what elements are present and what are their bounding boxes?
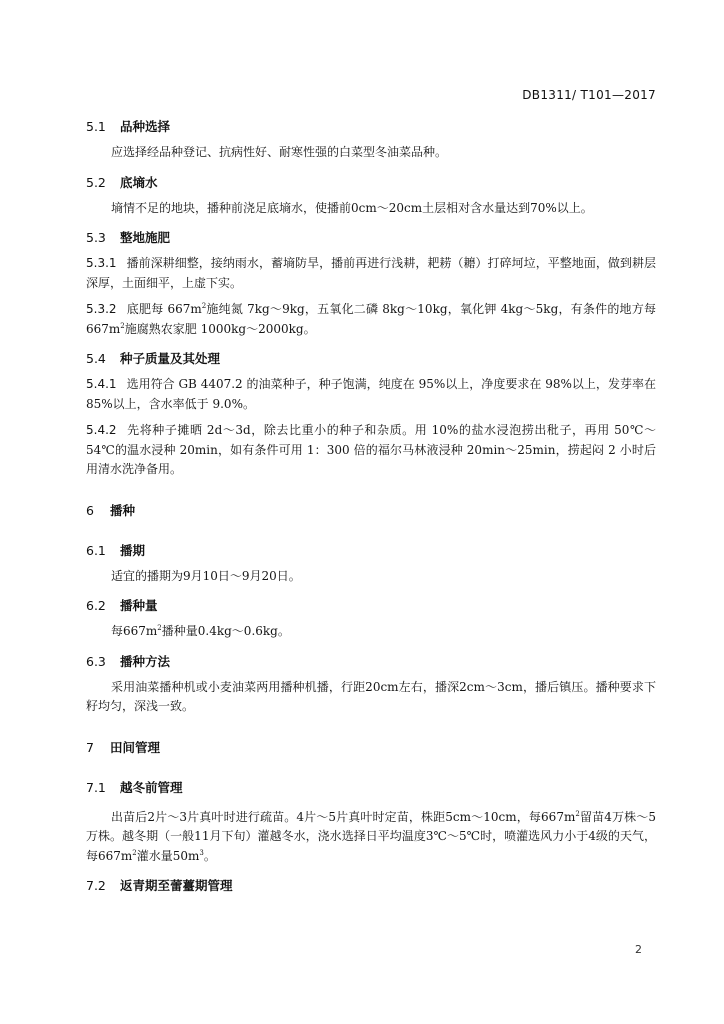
heading-number: 6.1 bbox=[86, 542, 106, 558]
heading-number: 5.3 bbox=[86, 230, 106, 245]
paragraph-text: 灌水量50m bbox=[136, 848, 200, 863]
paragraph-6-1: 适宜的播期为9月10日～9月20日。 bbox=[111, 568, 301, 583]
paragraph-text: 留苗4万株～5万株。越冬期（一般11月下旬）灌越冬水，浇水选择日平均温度3℃～5℃时，喷灌选风力小于4级的天气，每667m bbox=[86, 809, 656, 863]
heading-title: 播种 bbox=[110, 502, 136, 518]
heading-title: 品种选择 bbox=[120, 119, 171, 134]
paragraph-text: 出苗后2片～3片真叶时进行疏苗。4片～5片真叶时定苗，株距5cm～10cm，每667m bbox=[111, 809, 576, 824]
heading-number: 7.1 bbox=[86, 779, 106, 795]
heading-title: 田间管理 bbox=[110, 739, 161, 755]
heading-number: 6.3 bbox=[86, 653, 106, 669]
superscript: 2 bbox=[157, 624, 162, 632]
paragraph-5-4-2 bbox=[86, 421, 656, 480]
paragraph-5-3-1 bbox=[86, 254, 656, 293]
heading-7-1 bbox=[86, 779, 656, 797]
clause-number: 5.3.2 bbox=[86, 302, 117, 316]
heading-7-2 bbox=[86, 877, 656, 895]
heading-5-2 bbox=[86, 174, 656, 192]
heading-title: 播期 bbox=[120, 542, 146, 558]
paragraph-text: 每667m bbox=[111, 624, 158, 638]
clause-text: 先将种子摊晒 2d～3d，除去比重小的种子和杂质。用 10%的盐水浸泡捞出秕子，再用 50℃～54℃的温水浸种 20min，如有条件可用 1：300 倍的福尔马林液浸种 20min～25min，捞起闷 2 小时后用清水洗净备用。 bbox=[86, 423, 656, 476]
heading-number: 5.1 bbox=[86, 119, 106, 134]
clause-number: 5.4.2 bbox=[86, 423, 117, 437]
heading-title: 种子质量及其处理 bbox=[120, 351, 221, 366]
superscript: 2 bbox=[201, 302, 207, 310]
heading-number: 6.2 bbox=[86, 598, 106, 613]
heading-6-1 bbox=[86, 542, 656, 560]
heading-6-2 bbox=[86, 597, 656, 615]
heading-6-3 bbox=[86, 653, 656, 671]
paragraph-text: 。 bbox=[203, 848, 216, 863]
heading-number: 6 bbox=[86, 502, 94, 518]
paragraph-6-2 bbox=[86, 622, 656, 642]
superscript: 2 bbox=[575, 809, 580, 818]
heading-title: 返青期至蕾薹期管理 bbox=[120, 878, 233, 893]
heading-title: 整地施肥 bbox=[120, 230, 171, 245]
paragraph-5-2: 墒情不足的地块，播种前浇足底墒水，使播前0cm～20cm土层相对含水量达到70%以上。 bbox=[111, 200, 593, 215]
paragraph-5-1: 应选择经品种登记、抗病性好、耐寒性强的白菜型冬油菜品种。 bbox=[111, 145, 448, 159]
heading-title: 播种方法 bbox=[120, 653, 171, 669]
heading-5-3 bbox=[86, 229, 656, 247]
paragraph-6-3: 采用油菜播种机或小麦油菜两用播种机播，行距20cm左右，播深2cm～3cm，播后镇压。播种要求下籽均匀，深浅一致。 bbox=[86, 679, 656, 713]
page-number: 2 bbox=[635, 943, 642, 956]
heading-7 bbox=[86, 739, 656, 757]
superscript: 3 bbox=[199, 848, 204, 857]
document-body bbox=[86, 118, 656, 895]
heading-title: 播种量 bbox=[120, 598, 158, 613]
clause-text: 选用符合 GB 4407.2 的油菜种子，种子饱满，纯度在 95%以上，净度要求在 98%以上，发芽率在 85%以上，含水率低于 9.0%。 bbox=[86, 377, 656, 411]
heading-title: 越冬前管理 bbox=[120, 779, 183, 795]
clause-number: 5.4.1 bbox=[86, 377, 117, 391]
document-code: DB1311/ T101—2017 bbox=[522, 88, 656, 102]
heading-number: 7.2 bbox=[86, 878, 106, 893]
clause-number: 5.3.1 bbox=[86, 256, 117, 270]
heading-number: 7 bbox=[86, 739, 94, 755]
clause-text: 播前深耕细整，接纳雨水，蓄墒防旱，播前再进行浅耕，耙耢（耱）打碎坷垃，平整地面，做到耕层深厚，土面细平，上虚下实。 bbox=[86, 256, 656, 290]
heading-5-1 bbox=[86, 118, 656, 136]
superscript: 2 bbox=[132, 848, 137, 857]
paragraph-7-1 bbox=[86, 808, 656, 867]
heading-5-4 bbox=[86, 350, 656, 368]
heading-6 bbox=[86, 502, 656, 520]
paragraph-text: 播种量0.4kg～0.6kg。 bbox=[161, 624, 290, 638]
heading-number: 5.4 bbox=[86, 351, 106, 366]
clause-text: 施纯氮 7kg～9kg，五氧化二磷 8kg～10kg，氧化钾 4kg～5kg，有条件的地方每 667m bbox=[86, 302, 656, 336]
heading-title: 底墒水 bbox=[120, 174, 158, 190]
paragraph-5-4-1 bbox=[86, 375, 656, 414]
paragraph-5-3-2 bbox=[86, 300, 656, 339]
clause-text: 施腐熟农家肥 1000kg～2000kg。 bbox=[124, 321, 316, 336]
clause-text: 底肥每 667m bbox=[126, 302, 202, 316]
superscript: 2 bbox=[120, 321, 125, 330]
heading-number: 5.2 bbox=[86, 174, 106, 190]
